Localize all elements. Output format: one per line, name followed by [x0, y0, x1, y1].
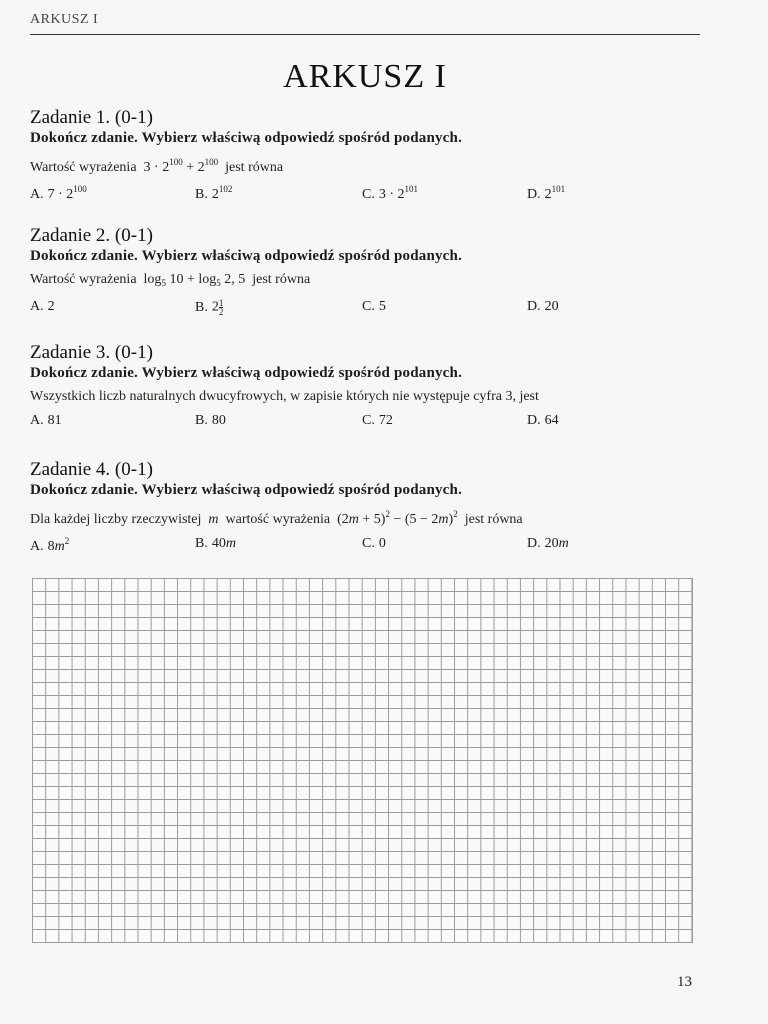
answer-d[interactable]: D. 20m	[527, 536, 569, 551]
question-text: jest równa	[464, 512, 523, 527]
answer-c[interactable]: C. $3 \cdot 2^{101}$	[362, 184, 419, 202]
answer-options	[30, 413, 710, 435]
task-heading: Zadanie 2. (0-1)	[30, 225, 153, 246]
answer-a[interactable]: A. 2	[30, 299, 55, 314]
answer-b[interactable]: B. 40m	[195, 536, 236, 551]
math-expression: $\log_5 10 + \log_5 2$, 5	[143, 272, 246, 288]
task-heading: Zadanie 1. (0-1)	[30, 107, 153, 128]
answer-c[interactable]: C. 72	[362, 413, 393, 428]
answer-b[interactable]: B. 2 $\frac{1}{2}$	[195, 298, 224, 317]
task-instruction: Dokończ zdanie. Wybierz właściwą odpowiedź spośród podanych.	[30, 248, 463, 264]
answer-c[interactable]: C. 0	[362, 536, 386, 551]
task-2	[30, 226, 710, 321]
answer-d[interactable]: D. 64	[527, 413, 559, 428]
question-text: Wartość wyrażenia	[30, 160, 137, 175]
fraction: $\frac{1}{2}$	[218, 298, 224, 317]
scratch-grid[interactable]	[32, 578, 693, 943]
answer-options	[30, 536, 710, 558]
answer-a[interactable]: A. $7 \cdot 2^{100}$	[30, 184, 87, 202]
math-expression: $(2m + 5)^2 - (5 - 2m)^2$	[337, 509, 458, 527]
task-instruction: Dokończ zdanie. Wybierz właściwą odpowiedź spośród podanych.	[30, 130, 463, 146]
task-heading: Zadanie 3. (0-1)	[30, 342, 153, 363]
task-instruction: Dokończ zdanie. Wybierz właściwą odpowiedź spośród podanych.	[30, 365, 463, 381]
question-text: wartość wyrażenia	[225, 512, 331, 527]
task-question	[30, 504, 710, 530]
variable: m	[208, 512, 219, 527]
task-1	[30, 108, 710, 206]
header-rule	[30, 34, 700, 35]
answer-d[interactable]: D. $2^{101}$	[527, 184, 566, 202]
running-head: ARKUSZ I	[30, 12, 99, 27]
question-text: jest równa	[225, 160, 284, 175]
answer-a[interactable]: A. $8m^2$	[30, 536, 70, 554]
task-instruction: Dokończ zdanie. Wybierz właściwą odpowiedź spośród podanych.	[30, 482, 463, 498]
question-text: Dla każdej liczby rzeczywistej	[30, 512, 202, 527]
page-title: ARKUSZ I	[283, 58, 447, 95]
task-heading: Zadanie 4. (0-1)	[30, 459, 153, 480]
answer-b[interactable]: B. 80	[195, 413, 226, 428]
task-question: Wszystkich liczb naturalnych dwucyfrowych, w zapisie których nie występuje cyfra 3, jest	[30, 389, 539, 404]
answer-options	[30, 184, 710, 206]
math-expression: $3 \cdot 2^{100} + 2^{100}$	[143, 157, 219, 175]
question-text: Wartość wyrażenia	[30, 272, 137, 287]
task-4	[30, 460, 710, 558]
question-text: jest równa	[252, 272, 311, 287]
answer-d[interactable]: D. 20	[527, 299, 559, 314]
answer-options	[30, 299, 710, 321]
answer-a[interactable]: A. 81	[30, 413, 62, 428]
task-3	[30, 343, 710, 435]
answer-c[interactable]: C. 5	[362, 299, 386, 314]
page-number: 13	[677, 974, 692, 990]
task-question	[30, 270, 710, 293]
task-question	[30, 152, 710, 178]
answer-b[interactable]: B. $2^{102}$	[195, 184, 233, 202]
